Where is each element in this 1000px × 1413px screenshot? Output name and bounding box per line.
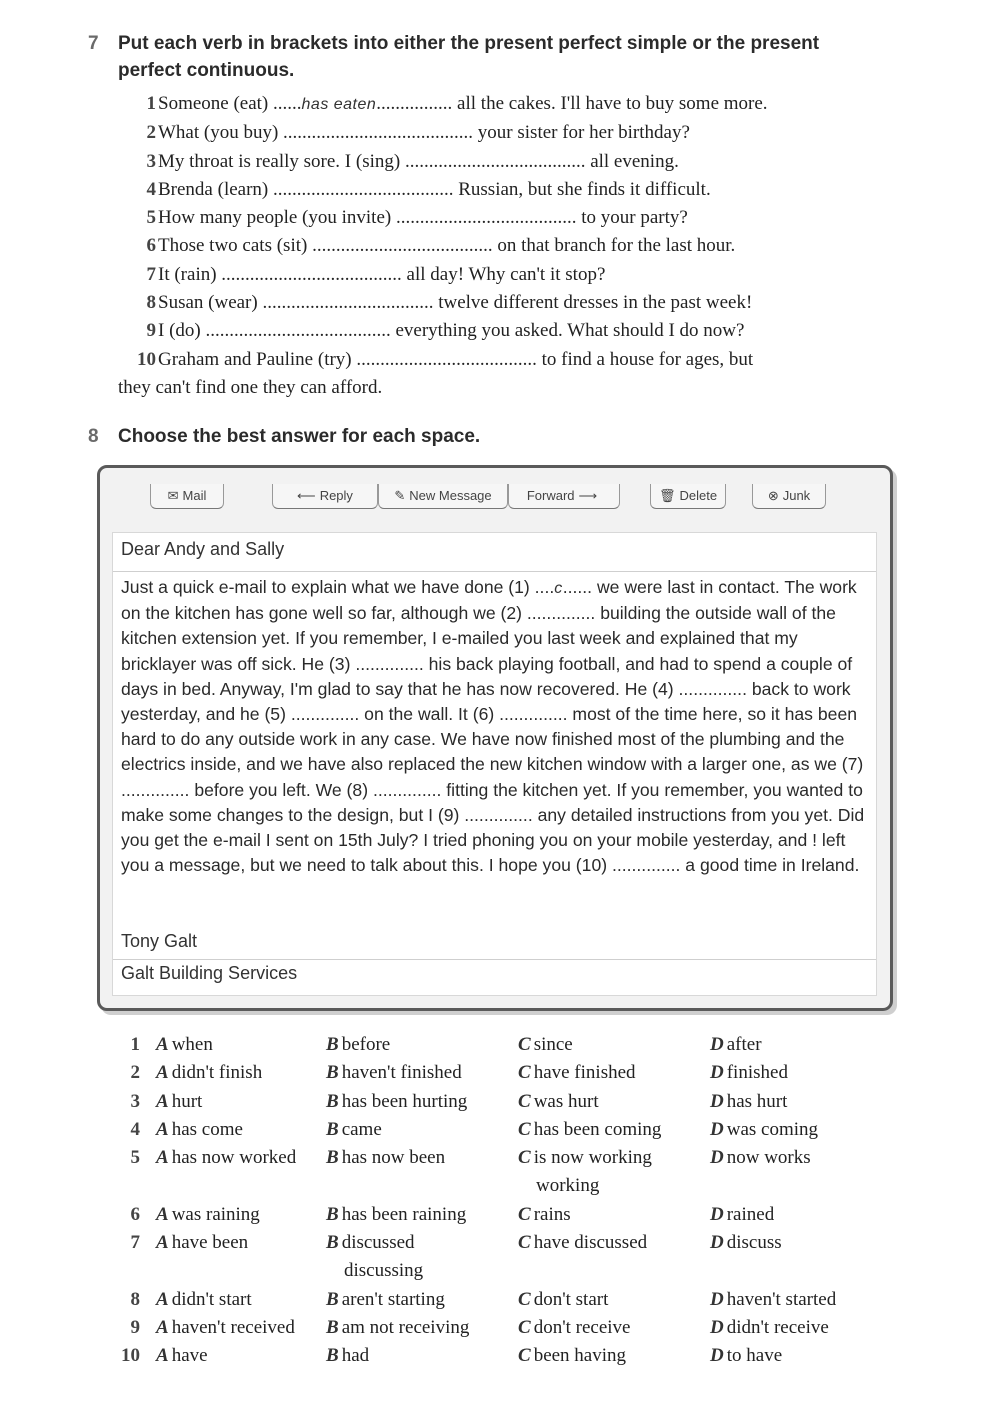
option-c[interactable]: C have discussed [518, 1232, 648, 1254]
item-number: 6 [146, 235, 156, 257]
forward-button[interactable]: Forward ⟶ [508, 484, 620, 509]
table-row [118, 1144, 898, 1201]
table-row [118, 1286, 898, 1314]
option-d[interactable]: D after [710, 1034, 762, 1055]
option-b[interactable]: B has been hurting [326, 1090, 468, 1112]
option-c[interactable]: C don't receive [518, 1316, 631, 1338]
option-d[interactable]: D didn't receive [710, 1316, 829, 1338]
option-d[interactable]: D finished [710, 1062, 788, 1084]
signature-company: Galt Building Services [121, 963, 298, 983]
option-c[interactable]: C was hurt [518, 1090, 599, 1112]
table-row [118, 1116, 898, 1144]
row-number: 7 [130, 1232, 140, 1254]
table-row [118, 1314, 898, 1342]
new-message-button[interactable]: ✎ New Message [378, 484, 508, 509]
table-row [118, 1229, 898, 1286]
exercise-7-list [118, 90, 878, 402]
table-row [118, 1031, 898, 1059]
list-item [118, 90, 878, 119]
exercise-number: 7 [88, 33, 99, 54]
option-b[interactable]: B has been raining [326, 1203, 467, 1225]
list-item [118, 317, 878, 345]
option-a[interactable]: A haven't received [156, 1316, 295, 1338]
option-b[interactable]: B aren't starting [326, 1288, 445, 1310]
item-text: How many people (you invite) ...................................... to your party? [158, 207, 688, 229]
handwritten-answer: c [554, 580, 563, 597]
option-a[interactable]: A has now worked [156, 1147, 297, 1169]
list-item [118, 232, 878, 260]
item-number: 5 [146, 207, 156, 229]
option-b[interactable]: B came [326, 1118, 382, 1140]
answer-options-table [118, 1031, 898, 1371]
item-text: I (do) ....................................... everything you asked. What should I do now? [158, 320, 745, 342]
option-b[interactable]: B haven't finished [326, 1062, 462, 1084]
list-item [118, 261, 878, 289]
exercise-number: 8 [88, 426, 99, 447]
reply-button[interactable]: ⟵ Reply [272, 484, 378, 509]
option-b[interactable]: B am not receiving [326, 1316, 470, 1338]
option-a[interactable]: A didn't finish [156, 1062, 263, 1084]
item-number: 2 [146, 122, 156, 144]
table-row [118, 1342, 898, 1370]
option-b[interactable]: B discussed discussing [326, 1232, 424, 1282]
option-c[interactable]: C rains [518, 1203, 571, 1225]
item-number: 1 [146, 93, 156, 114]
item-text: Someone (eat) ......has eaten................ all the cakes. I'll have to buy some more. [158, 93, 768, 114]
item-number: 8 [146, 292, 156, 314]
option-a[interactable]: A hurt [156, 1090, 203, 1112]
row-number: 4 [130, 1118, 140, 1140]
delete-button[interactable]: 🗑 Delete [650, 484, 726, 509]
arrow-right-icon: ⟶ [578, 488, 598, 503]
option-c[interactable]: C since [518, 1034, 573, 1055]
table-row [118, 1201, 898, 1229]
list-item-continuation: they can't find one they can afford. [118, 376, 383, 398]
row-number: 6 [130, 1203, 140, 1225]
junk-button[interactable]: ⊗ Junk [752, 484, 826, 509]
item-text: Those two cats (sit) ...................................... on that branch for the last hour. [158, 235, 736, 257]
option-a[interactable]: A has come [156, 1118, 243, 1140]
item-number: 7 [146, 263, 156, 285]
option-c[interactable]: C has been coming [518, 1118, 662, 1140]
divider [113, 571, 876, 572]
email-window [97, 465, 893, 1011]
row-number: 2 [130, 1062, 140, 1084]
exercise-instruction: Put each verb in brackets into either the present perfect simple or the present perfect continuous. [118, 33, 820, 81]
item-text: It (rain) ...................................... all day! Why can't it stop? [158, 263, 606, 285]
item-number: 9 [146, 320, 156, 342]
list-item [118, 289, 878, 317]
row-number: 5 [130, 1147, 140, 1169]
list-item [118, 204, 878, 232]
row-number: 1 [130, 1034, 140, 1055]
pencil-icon: ✎ [394, 488, 406, 503]
email-toolbar [100, 468, 890, 532]
option-c[interactable]: C have finished [518, 1062, 636, 1084]
option-d[interactable]: D to have [710, 1345, 783, 1367]
option-b[interactable]: B before [326, 1034, 391, 1055]
item-text: Brenda (learn) ...................................... Russian, but she finds it difficult. [158, 178, 711, 200]
option-a[interactable]: A have been [156, 1232, 249, 1254]
list-item [118, 346, 878, 374]
signature-name: Tony Galt [121, 931, 198, 951]
list-item [118, 148, 878, 176]
trash-icon: 🗑 [658, 488, 676, 503]
option-c[interactable]: C been having [518, 1345, 627, 1367]
row-number: 9 [130, 1316, 140, 1338]
handwritten-answer: has eaten [301, 96, 377, 113]
email-salutation: Dear Andy and Sally [121, 539, 285, 559]
option-a[interactable]: A have [156, 1345, 208, 1367]
item-text: Graham and Pauline (try) ...................................... to find a house for ages, but [158, 348, 754, 370]
item-text: My throat is really sore. I (sing) ...................................... all evening. [158, 150, 679, 172]
option-b[interactable]: B had [326, 1345, 370, 1367]
arrow-left-icon: ⟵ [297, 488, 316, 503]
email-paragraph: Just a quick e-mail to explain what we have done (1) ....c...... we were last in contact. The work on the kitchen has gone well so far, although we (2) .............. building the outside wall of the kitchen extension yet. If you remember, I e-mailed you last week and explained that my bricklayer was off sick. He (3) .............. his back playing football, and had to spend a couple of days in bed. Anyway, I'm glad to say that he has now recovered. He (4) .............. back to work yesterday, and he (5) .............. on the wall. It (6) .............. most of the time here, so it has been hard to do any outside work in any case. We have now finished most of the plumbing and the electrics inside, and we have also replaced the new kitchen window with a larger one, as we (7) .............. before you left. We (8) .............. fitting the kitchen yet. If you remember, you wanted to make some changes to the design, but I (9) .............. any detailed instructions from you yet. Did you get the e-mail I sent on 15th July? I tried phoning you on your mobile yesterday, and ! left you a message, but we need to talk about this. I hope you (10) .............. a good time in Ireland. [121, 577, 865, 876]
exercise-7-header [88, 30, 878, 84]
item-number: 3 [146, 150, 156, 172]
option-a[interactable]: A was raining [156, 1203, 260, 1225]
option-d[interactable]: D haven't started [710, 1288, 837, 1310]
list-item [118, 119, 878, 147]
email-body [112, 532, 877, 996]
exercise-instruction: Choose the best answer for each space. [118, 426, 481, 447]
option-c[interactable]: C is now working working [518, 1147, 652, 1197]
item-number: 4 [146, 178, 156, 200]
mail-button[interactable]: ✉ Mail [150, 484, 224, 509]
option-c[interactable]: C don't start [518, 1288, 609, 1310]
item-text: What (you buy) ........................................ your sister for her birthday? [158, 122, 690, 144]
row-number: 3 [130, 1090, 140, 1112]
option-b[interactable]: B has now been [326, 1147, 446, 1169]
option-d[interactable]: D now works [710, 1147, 811, 1169]
list-item [118, 176, 878, 204]
item-number: 10 [137, 348, 156, 370]
table-row [118, 1088, 898, 1116]
row-number: 8 [130, 1288, 140, 1310]
option-d[interactable]: D rained [710, 1203, 775, 1225]
option-a[interactable]: A when [156, 1034, 213, 1055]
option-d[interactable]: D was coming [710, 1118, 819, 1140]
item-text: Susan (wear) .................................... twelve different dresses in the past week! [158, 292, 753, 314]
row-number: 10 [121, 1345, 140, 1367]
option-d[interactable]: D has hurt [710, 1090, 788, 1112]
table-row [118, 1059, 898, 1087]
exercise-8-header [88, 423, 878, 450]
block-icon: ⊗ [767, 488, 779, 503]
option-d[interactable]: D discuss [710, 1232, 782, 1254]
option-a[interactable]: A didn't start [156, 1288, 252, 1310]
divider [113, 959, 876, 960]
envelope-icon: ✉ [167, 488, 179, 503]
